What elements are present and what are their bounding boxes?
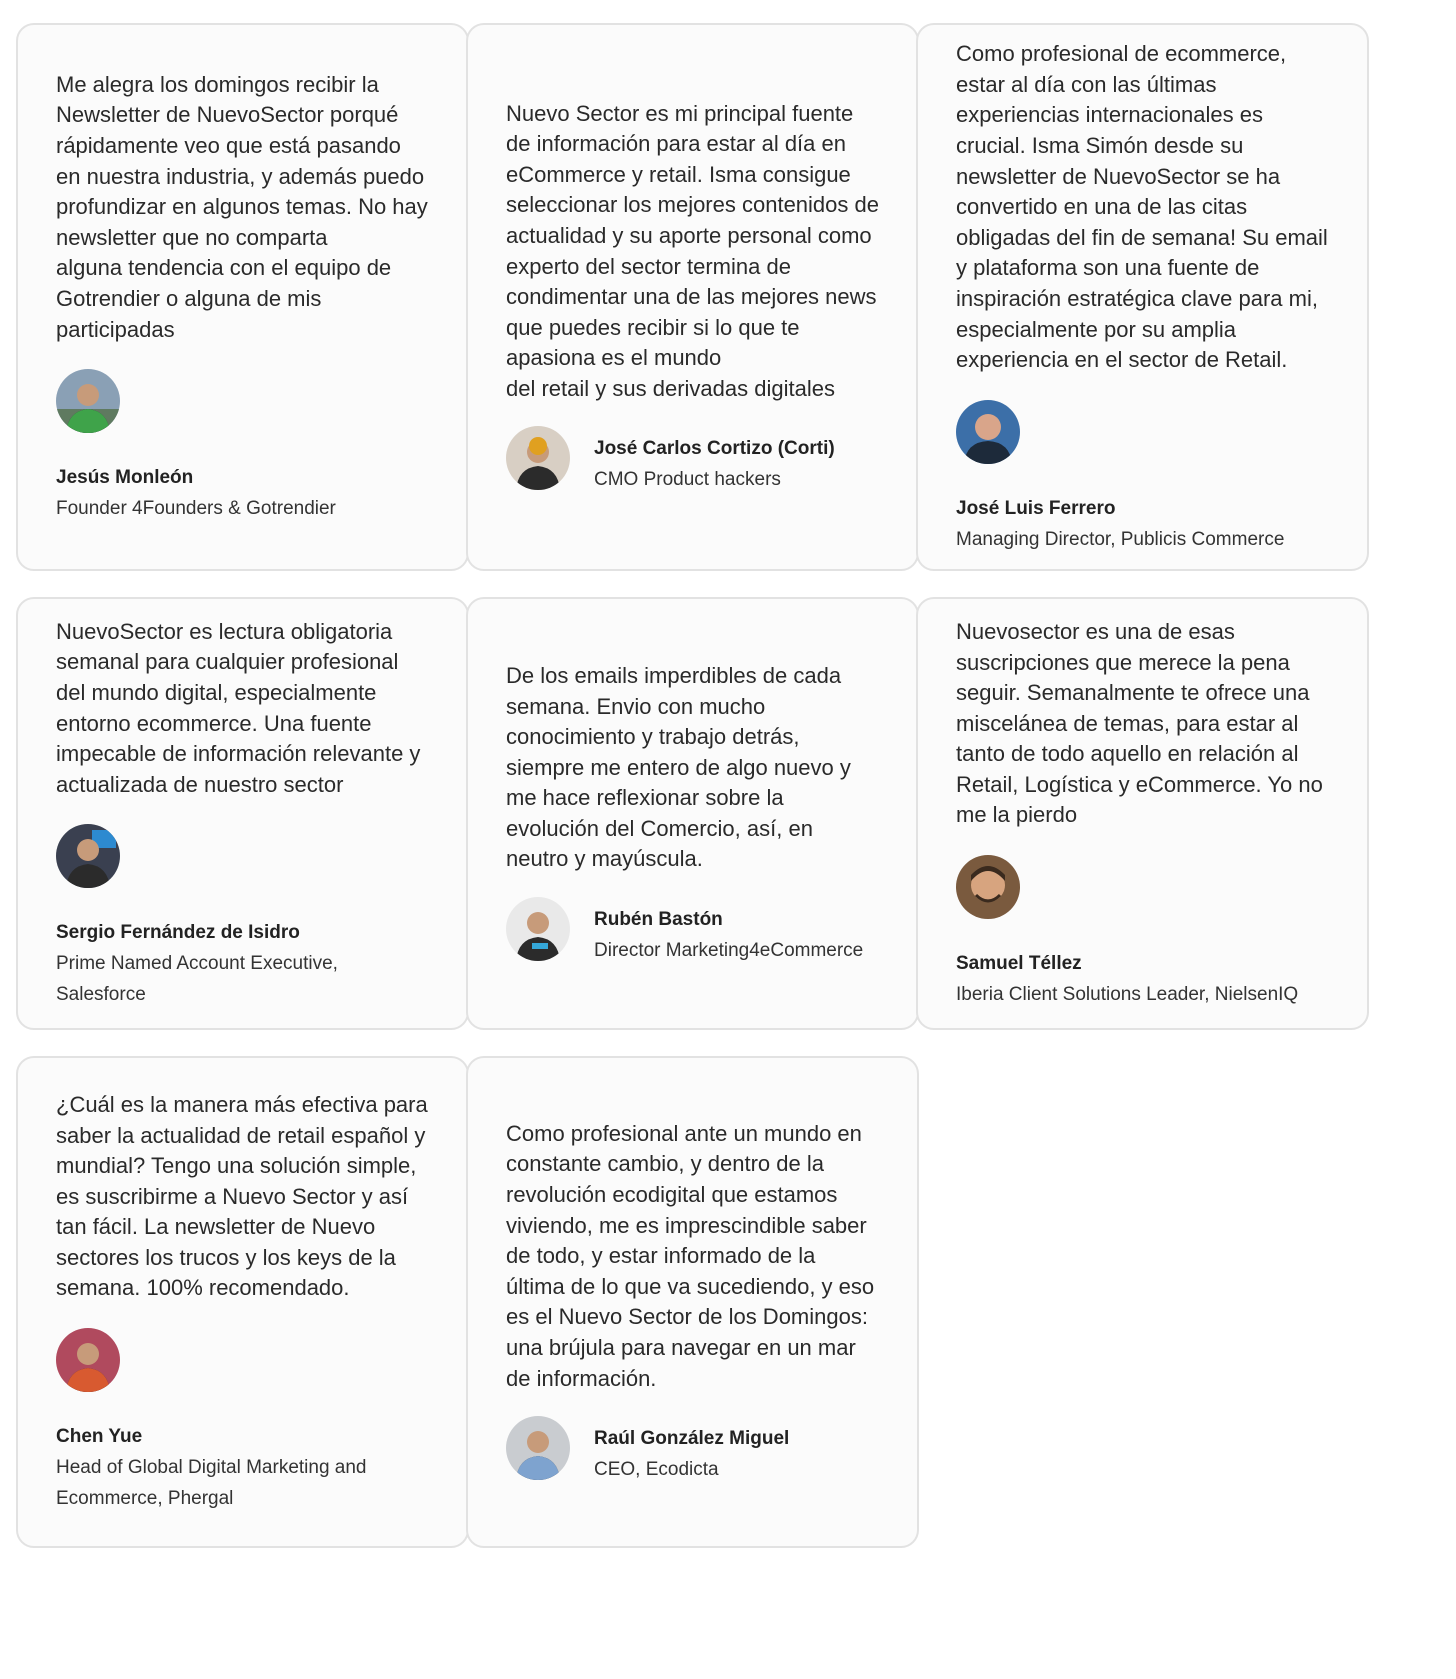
testimonial-card (16, 1056, 469, 1548)
author-block (506, 426, 879, 495)
author-role: Iberia Client Solutions Leader, NielsenIQ (956, 984, 1299, 1006)
author-role: Managing Director, Publicis Commerce (956, 528, 1285, 550)
author-role: Head of Global Digital Marketing and Ecommerce, Phergal (56, 1457, 367, 1510)
author-role: Director Marketing4eCommerce (594, 940, 864, 962)
author-name: José Luis Ferrero (956, 497, 1116, 519)
testimonial-card (916, 23, 1369, 571)
author-name: Jesús Monleón (56, 467, 194, 489)
author-name: Samuel Téllez (956, 953, 1082, 975)
author-block (56, 1328, 429, 1514)
author-block (56, 824, 429, 1010)
testimonial-quote: De los emails imperdibles de cada semana. Envio con mucho conocimiento y trabajo detrás, siempre me entero de algo nuevo y me hace reflexionar sobre la evolución del Comercio, así, en neutro y mayúscula. (506, 662, 851, 872)
testimonial-card (466, 23, 919, 571)
avatar (56, 1328, 120, 1392)
author-block (956, 855, 1329, 1010)
testimonial-quote: Como profesional de ecommerce, estar al día con las últimas experiencias internacionales es crucial. Isma Simón desde su newsletter de NuevoSector se ha convertido en una de las citas obligadas del fin de semana! Su email y plataforma son una fuente de inspiración estratégica clave para mi, especialmente por su amplia experiencia en el sector de Retail. (956, 41, 1328, 373)
avatar (506, 897, 570, 961)
author-name: José Carlos Cortizo (Corti) (594, 438, 835, 460)
testimonial-quote: Como profesional ante un mundo en constante cambio, y dentro de la revolución ecodigital que estamos viviendo, me es imprescindible saber de todo, y estar informado de la última de lo que va sucediendo, y eso es el Nuevo Sector de los Domingos: una brújula para navegar en un mar de información. (506, 1120, 875, 1391)
testimonial-quote: NuevoSector es lectura obligatoria semanal para cualquier profesional del mundo digital, especialmente entorno ecommerce. Una fuente impecable de información relevante y actualizada de nuestro sector (56, 618, 421, 797)
avatar (506, 426, 570, 490)
avatar (56, 369, 120, 433)
avatar (956, 855, 1020, 919)
testimonial-quote: Nuevo Sector es mi principal fuente de información para estar al día en eCommerce y retail. Isma consigue seleccionar los mejores contenidos de actualidad y su aporte personal como experto del sector termina de condimentar una de las mejores news que puedes recibir si lo que te apasiona es el mundo del retail y sus derivadas digitales (506, 100, 879, 401)
author-name: Raúl González Miguel (594, 1428, 790, 1450)
testimonial-quote: ¿Cuál es la manera más efectiva para saber la actualidad de retail español y mundial? Tengo una solución simple, es suscribirme a Nuevo Sector y así tan fácil. La newsletter de Nuevo sectores los trucos y los keys de la semana. 100% recomendado. (56, 1091, 428, 1301)
avatar (56, 824, 120, 888)
author-name: Sergio Fernández de Isidro (56, 922, 300, 944)
testimonial-card (916, 597, 1369, 1030)
author-role: Prime Named Account Executive, Salesforce (56, 953, 338, 1006)
author-name: Chen Yue (56, 1426, 143, 1448)
author-name: Rubén Bastón (594, 909, 723, 931)
testimonial-card (16, 597, 469, 1030)
testimonial-card (466, 1056, 919, 1548)
avatar (506, 1416, 570, 1480)
author-role: CEO, Ecodicta (594, 1459, 719, 1481)
author-block (956, 400, 1329, 555)
author-block (506, 897, 879, 966)
testimonial-quote: Nuevosector es una de esas suscripciones que merece la pena seguir. Semanalmente te ofrece una miscelánea de temas, para estar al tanto de todo aquello en relación al Retail, Logística y eCommerce. Yo no me la pierdo (956, 618, 1323, 828)
author-role: Founder 4Founders & Gotrendier (56, 498, 336, 520)
author-block (56, 369, 429, 524)
author-role: CMO Product hackers (594, 469, 781, 491)
avatar (956, 400, 1020, 464)
testimonial-quote: Me alegra los domingos recibir la Newsletter de NuevoSector porqué rápidamente veo que está pasando en nuestra industria, y además puedo profundizar en algunos temas. No hay newsletter que no comparta alguna tendencia con el equipo de Gotrendier o alguna de mis participadas (56, 71, 428, 342)
author-block (506, 1416, 879, 1485)
testimonial-card (466, 597, 919, 1030)
testimonial-card (16, 23, 469, 571)
